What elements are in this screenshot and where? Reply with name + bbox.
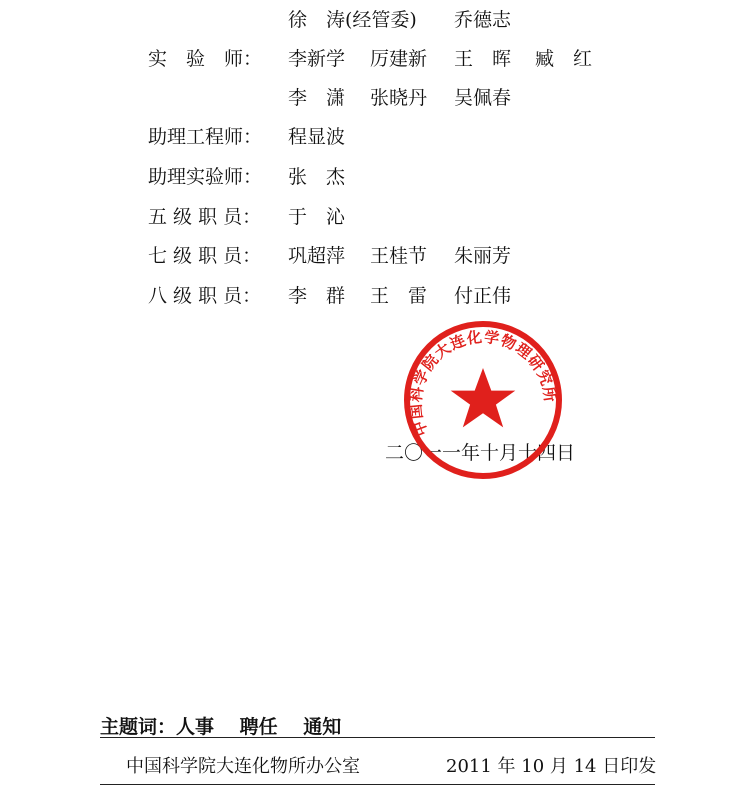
divider-rule [100, 737, 655, 738]
seal-star-icon [451, 368, 516, 427]
roster-name: 张晓丹 [370, 87, 428, 109]
roster-name: 张 杰 [288, 166, 346, 188]
roster-name: 付正伟 [454, 285, 512, 307]
subject-term: 人事 [176, 716, 215, 738]
roster-label: 助理实验师： [148, 166, 263, 188]
roster-name: 李 潇 [288, 87, 346, 109]
roster-name: 李 群 [288, 285, 346, 307]
roster-name: 臧 红 [535, 48, 593, 70]
roster-label: 实 验 师： [148, 48, 263, 70]
roster-label: 助理工程师： [148, 126, 263, 148]
roster-name: 李新学 [288, 48, 346, 70]
issue-date-footer: 2011 年 10 月 14 日印发 [446, 756, 657, 777]
official-seal [403, 320, 563, 480]
roster-name: 于 沁 [288, 206, 346, 228]
roster-label: 五 级 职 员： [148, 206, 262, 228]
subject-term: 通知 [303, 716, 342, 738]
roster-name: 徐 涛(经管委) [288, 9, 417, 31]
subject-label: 主题词： [100, 716, 177, 738]
divider-rule [100, 784, 655, 785]
roster-name: 王桂节 [370, 245, 428, 267]
roster-name: 朱丽芳 [454, 245, 512, 267]
seal-text: 中国科学院大连化学物理研究所 [406, 327, 560, 439]
subject-term: 聘任 [239, 716, 278, 738]
issuing-office: 中国科学院大连化物所办公室 [126, 756, 360, 777]
roster-name: 程显波 [288, 126, 346, 148]
roster-label: 八 级 职 员： [148, 285, 262, 307]
issue-date: 二〇一一年十月十四日 [385, 442, 576, 464]
roster-name: 吴佩春 [454, 87, 512, 109]
roster-name: 巩超萍 [288, 245, 346, 267]
roster-name: 王 雷 [370, 285, 428, 307]
roster-label: 七 级 职 员： [148, 245, 262, 267]
roster-name: 王 晖 [454, 48, 512, 70]
subject-line [100, 712, 341, 739]
roster-name: 乔德志 [454, 9, 512, 31]
roster-name: 厉建新 [370, 48, 428, 70]
